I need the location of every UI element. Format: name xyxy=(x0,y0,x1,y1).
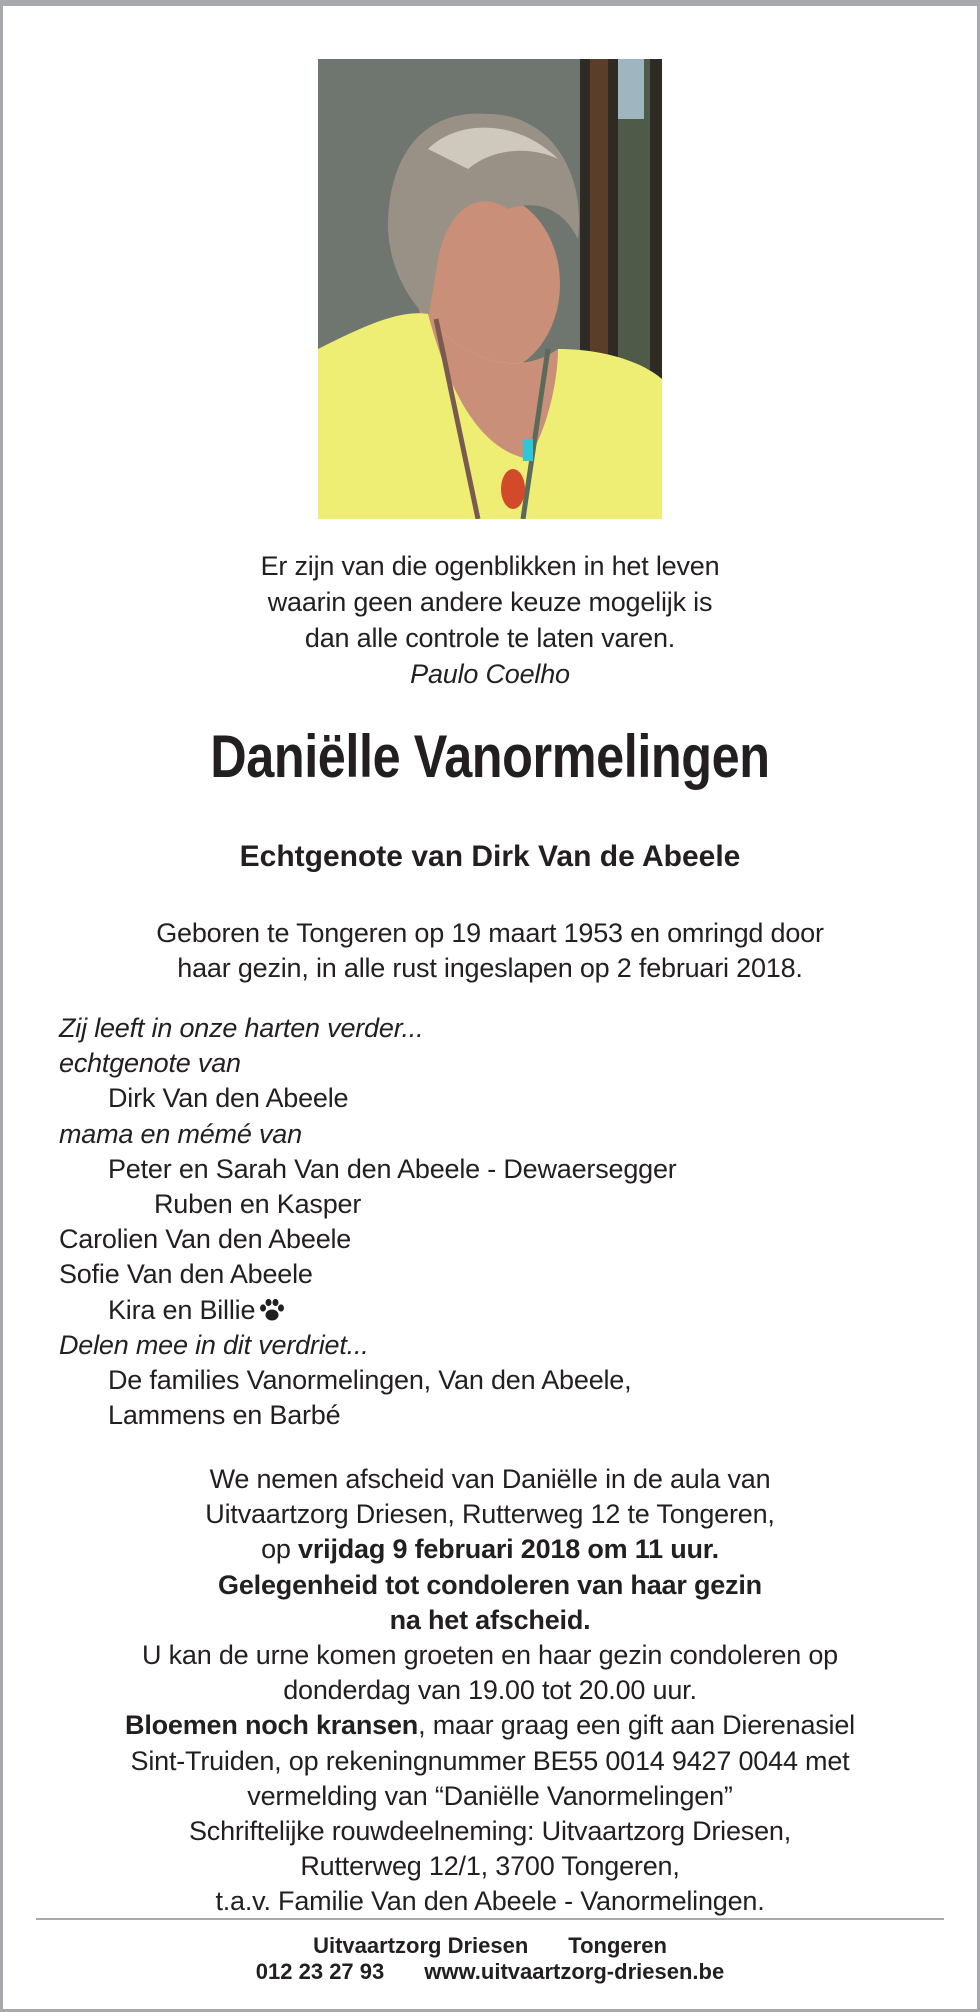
ceremony-date: vrijdag 9 februari 2018 om 11 uur. xyxy=(298,1534,719,1565)
quote-line: waarin geen andere keuze mogelijk is xyxy=(267,587,713,617)
spouse-label: echtgenote van xyxy=(59,1048,241,1079)
donation-line: Sint-Truiden, op rekeningnummer BE55 0014 9427 0044 met xyxy=(130,1745,850,1776)
condolence-line xyxy=(0,1568,980,1603)
spouse-line: Echtgenote van Dirk Van de Abeele xyxy=(239,840,741,873)
footer-line xyxy=(0,1933,980,1959)
footer xyxy=(0,1933,980,1985)
footer-line xyxy=(0,1959,980,1985)
share-label: Delen mee in dit verdriet... xyxy=(59,1329,369,1360)
urn-visit-line: donderdag van 19.00 tot 20.00 uur. xyxy=(283,1675,697,1706)
quote-line: Er zijn van die ogenblikken in het leven xyxy=(260,551,720,581)
paw-icon xyxy=(259,1296,285,1320)
quote-author: Paulo Coelho xyxy=(410,659,570,689)
child-name: Carolien Van den Abeele xyxy=(59,1224,352,1255)
child-name: Peter en Sarah Van den Abeele - Dewaersegger xyxy=(108,1153,677,1184)
survivors-list xyxy=(59,1011,677,1433)
deceased-name xyxy=(0,722,980,792)
birth-death-info xyxy=(0,916,980,986)
donation-line: vermelding van “Daniëlle Vanormelingen” xyxy=(247,1780,733,1811)
opening-quote xyxy=(0,548,980,692)
urn-visit-line: U kan de urne komen groeten en haar gezin condoleren op xyxy=(142,1640,838,1671)
flowers-line xyxy=(0,1708,980,1743)
ceremony-line: Uitvaartzorg Driesen, Rutterweg 12 te Tongeren, xyxy=(205,1499,775,1530)
families-line: Lammens en Barbé xyxy=(108,1400,341,1431)
website-link[interactable]: www.uitvaartzorg-driesen.be xyxy=(424,1959,725,1984)
spouse-name: Dirk Van den Abeele xyxy=(108,1083,349,1114)
condolence-line xyxy=(0,1603,980,1638)
donation-text: , maar graag een gift aan Dierenasiel xyxy=(418,1710,855,1741)
born-line: haar gezin, in alle rust ingeslapen op 2 februari 2018. xyxy=(177,953,803,983)
funeral-city: Tongeren xyxy=(568,1933,667,1958)
deceased-name-text: Daniëlle Vanormelingen xyxy=(210,723,770,790)
ceremony-date-prefix: op xyxy=(261,1534,299,1565)
children-label: mama en mémé van xyxy=(59,1118,302,1149)
pets-line xyxy=(59,1293,677,1328)
child-name: Sofie Van den Abeele xyxy=(59,1259,313,1290)
address-line: Schriftelijke rouwdeelneming: Uitvaartzorg Driesen, xyxy=(188,1816,792,1847)
grandchildren-names: Ruben en Kasper xyxy=(154,1189,362,1220)
quote-line: dan alle controle te laten varen. xyxy=(304,623,676,653)
families-line: De families Vanormelingen, Van den Abeele, xyxy=(108,1365,632,1396)
address-line: t.a.v. Familie Van den Abeele - Vanormelingen. xyxy=(215,1886,765,1917)
phone-number[interactable]: 012 23 27 93 xyxy=(255,1959,385,1984)
flowers-note: Bloemen noch kransen xyxy=(125,1710,419,1741)
born-line: Geboren te Tongeren op 19 maart 1953 en omringd door xyxy=(156,918,824,948)
portrait-photo xyxy=(318,59,662,519)
divider xyxy=(36,1918,944,1920)
address-line: Rutterweg 12/1, 3700 Tongeren, xyxy=(300,1851,680,1882)
ceremony-date-line xyxy=(0,1532,980,1567)
pets-names: Kira en Billie xyxy=(108,1294,256,1325)
condolence-text: Gelegenheid tot condoleren van haar gezin xyxy=(218,1569,762,1600)
condolence-text: na het afscheid. xyxy=(389,1604,591,1635)
ceremony-line: We nemen afscheid van Daniëlle in de aula van xyxy=(209,1464,771,1494)
funeral-company: Uitvaartzorg Driesen xyxy=(313,1933,529,1958)
survivors-intro: Zij leeft in onze harten verder... xyxy=(59,1013,424,1043)
ceremony-info xyxy=(0,1462,980,1920)
